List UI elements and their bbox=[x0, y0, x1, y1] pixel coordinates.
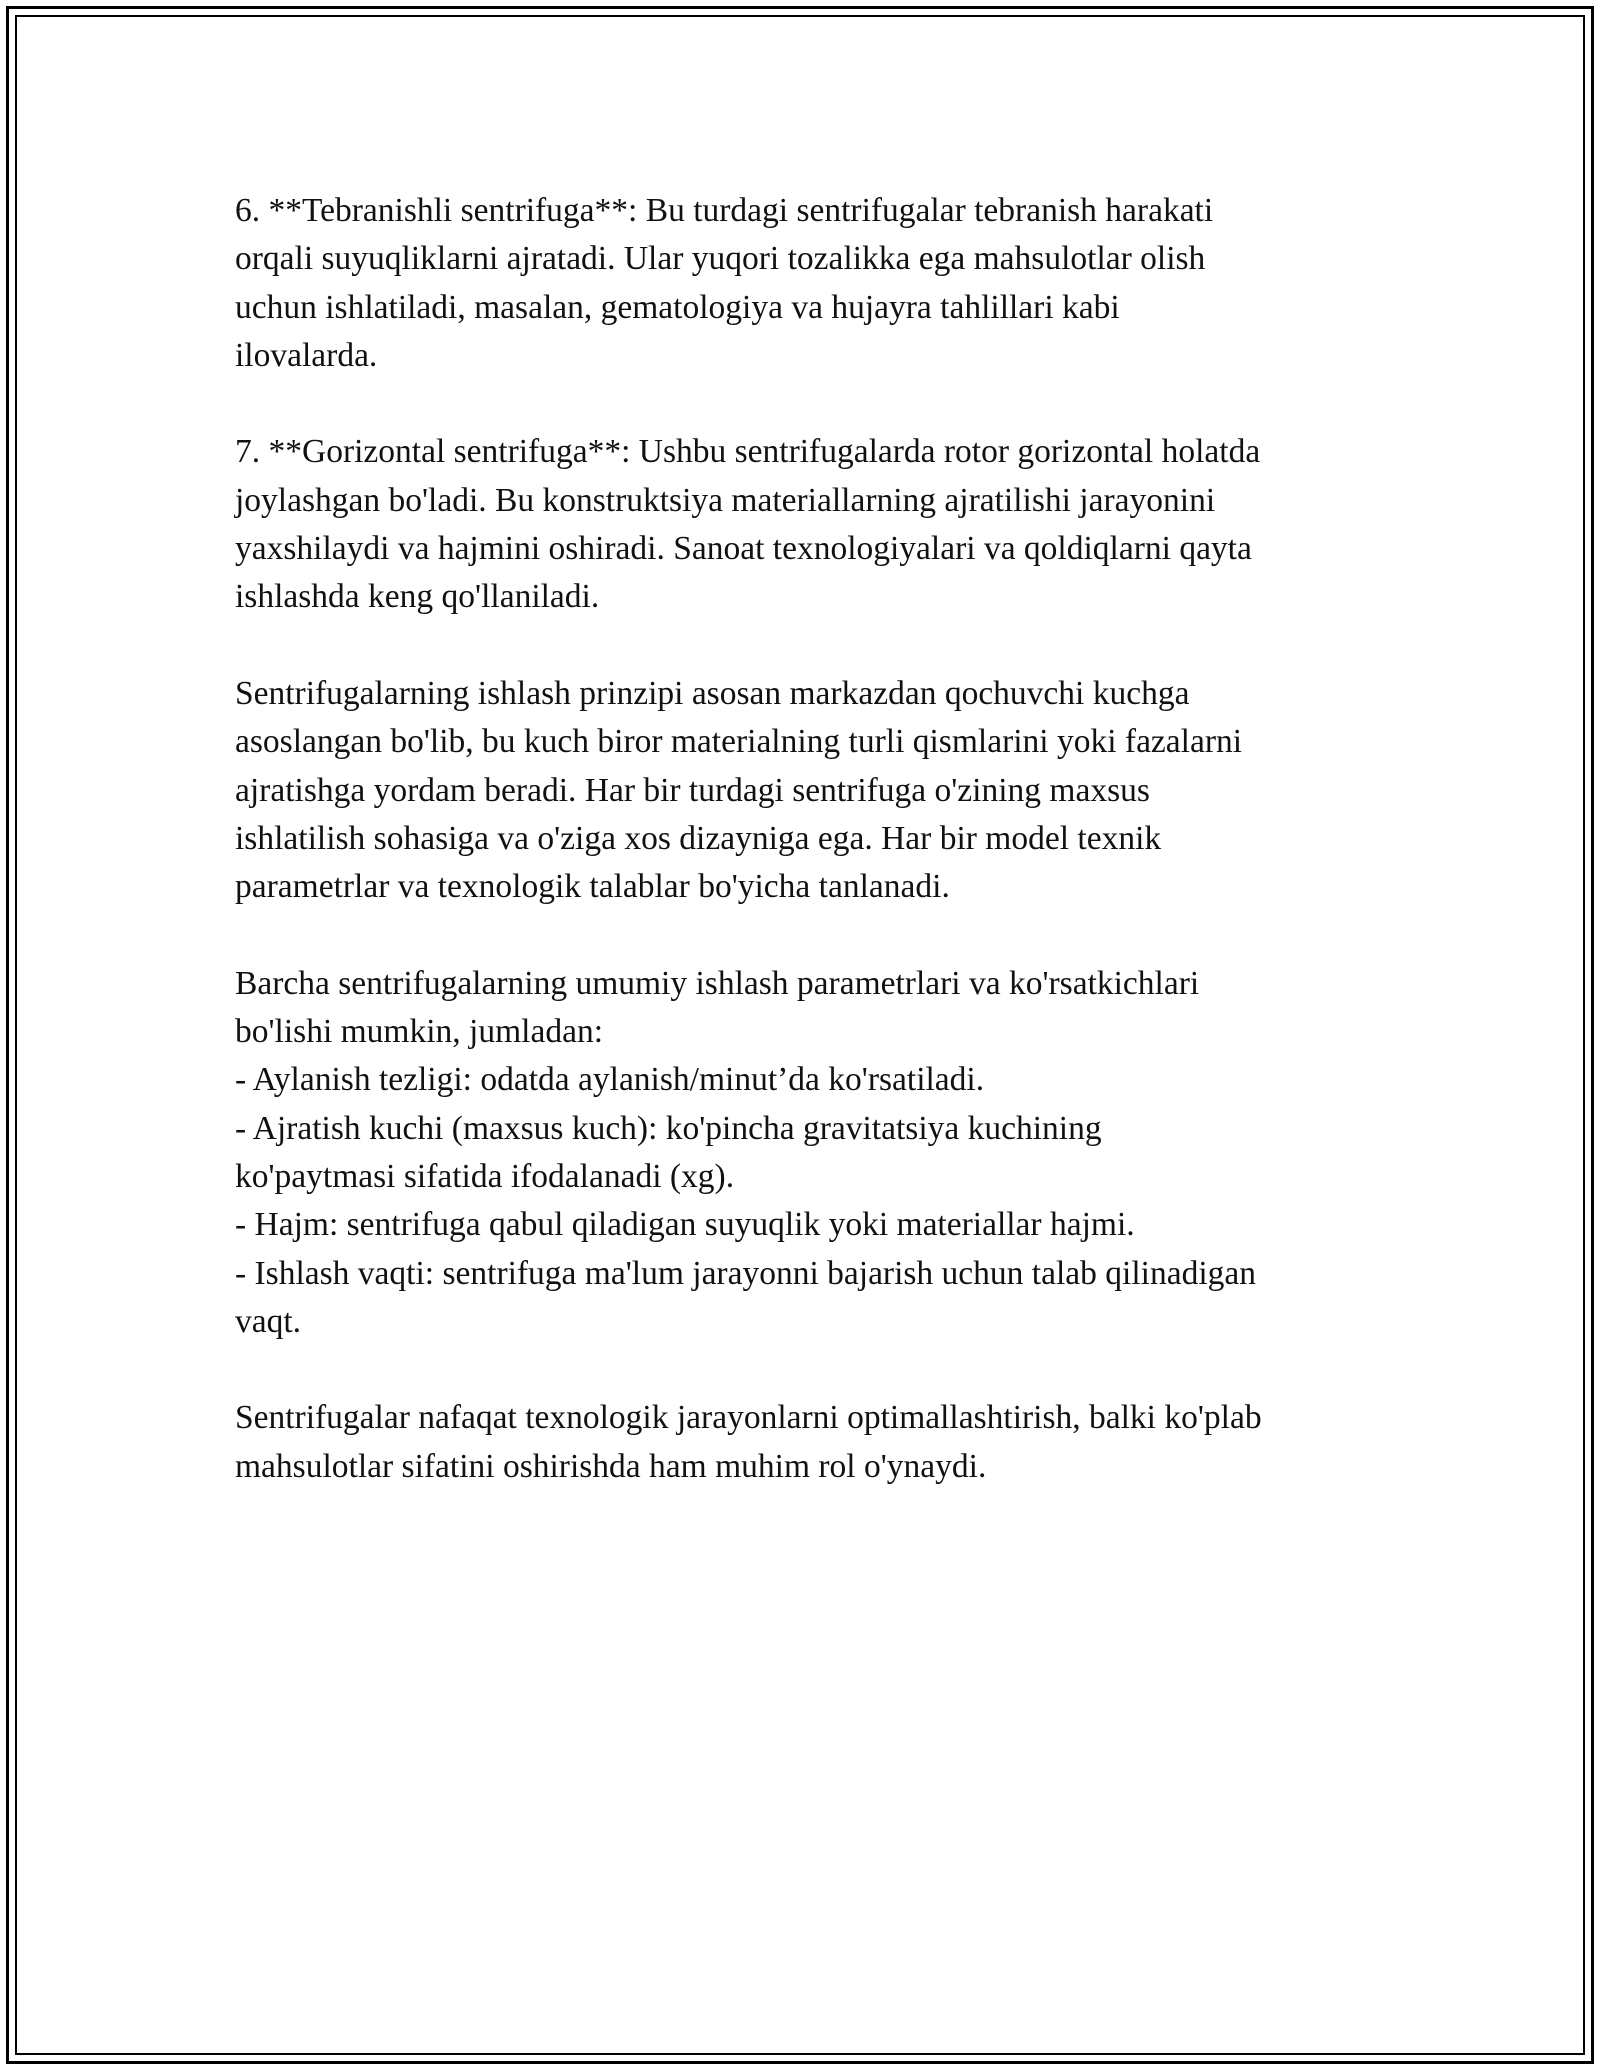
text-line: asoslangan bo'lib, bu kuch biror materialning turli qismlarini yoki fazalarni bbox=[235, 723, 1243, 761]
text-line: Sentrifugalarning ishlash prinzipi asosan markazdan qochuvchi kuchga bbox=[235, 674, 1190, 712]
paragraph-working-principle bbox=[235, 670, 1385, 911]
text-line: parametrlar va texnologik talablar bo'yicha tanlanadi. bbox=[235, 868, 950, 906]
text-line: Sentrifugalar nafaqat texnologik jarayonlarni optimallashtirish, balki ko'plab bbox=[235, 1399, 1262, 1437]
paragraph-vibrating-centrifuge bbox=[235, 187, 1385, 380]
document-body bbox=[235, 187, 1385, 1491]
list-item-volume: - Hajm: sentrifuga qabul qiladigan suyuqlik yoki materiallar hajmi. bbox=[235, 1206, 1135, 1244]
text-line: ishlashda keng qo'llaniladi. bbox=[235, 578, 600, 616]
list-item-rotation-speed: - Aylanish tezligi: odatda aylanish/minut’da ko'rsatiladi. bbox=[235, 1061, 985, 1099]
text-line: 6. **Tebranishli sentrifuga**: Bu turdagi sentrifugalar tebranish harakati bbox=[235, 192, 1214, 229]
list-item-operating-time: - Ishlash vaqti: sentrifuga ma'lum jarayonni bajarish uchun talab qilinadigan bbox=[235, 1254, 1256, 1292]
text-line: 7. **Gorizontal sentrifuga**: Ushbu sentrifugalarda rotor gorizontal holatda bbox=[235, 433, 1261, 471]
text-line: uchun ishlatiladi, masalan, gematologiya va hujayra tahlillari kabi bbox=[235, 288, 1120, 326]
list-item-separation-force: - Ajratish kuchi (maxsus kuch): ko'pincha gravitatsiya kuchining bbox=[235, 1109, 1102, 1147]
paragraph-conclusion bbox=[235, 1394, 1385, 1491]
text-line: ajratishga yordam beradi. Har bir turdagi sentrifuga o'zining maxsus bbox=[235, 771, 1150, 809]
text-line: Barcha sentrifugalarning umumiy ishlash parametrlari va ko'rsatkichlari bbox=[235, 964, 1200, 1002]
text-line: ko'paytmasi sifatida ifodalanadi (xg). bbox=[235, 1157, 735, 1195]
text-line: mahsulotlar sifatini oshirishda ham muhim rol o'ynaydi. bbox=[235, 1447, 987, 1485]
text-line: ilovalarda. bbox=[235, 336, 378, 374]
text-line: bo'lishi mumkin, jumladan: bbox=[235, 1013, 604, 1051]
text-line: vaqt. bbox=[235, 1302, 302, 1340]
text-line: joylashgan bo'ladi. Bu konstruktsiya materiallarning ajratilishi jarayonini bbox=[235, 481, 1216, 519]
text-line: orqali suyuqliklarni ajratadi. Ular yuqori tozalikka ega mahsulotlar olish bbox=[235, 240, 1206, 278]
paragraph-horizontal-centrifuge bbox=[235, 428, 1385, 621]
paragraph-general-parameters bbox=[235, 960, 1385, 1346]
text-line: yaxshilaydi va hajmini oshiradi. Sanoat texnologiyalari va qoldiqlarni qayta bbox=[235, 530, 1252, 568]
text-line: ishlatilish sohasiga va o'ziga xos dizayniga ega. Har bir model texnik bbox=[235, 819, 1162, 857]
